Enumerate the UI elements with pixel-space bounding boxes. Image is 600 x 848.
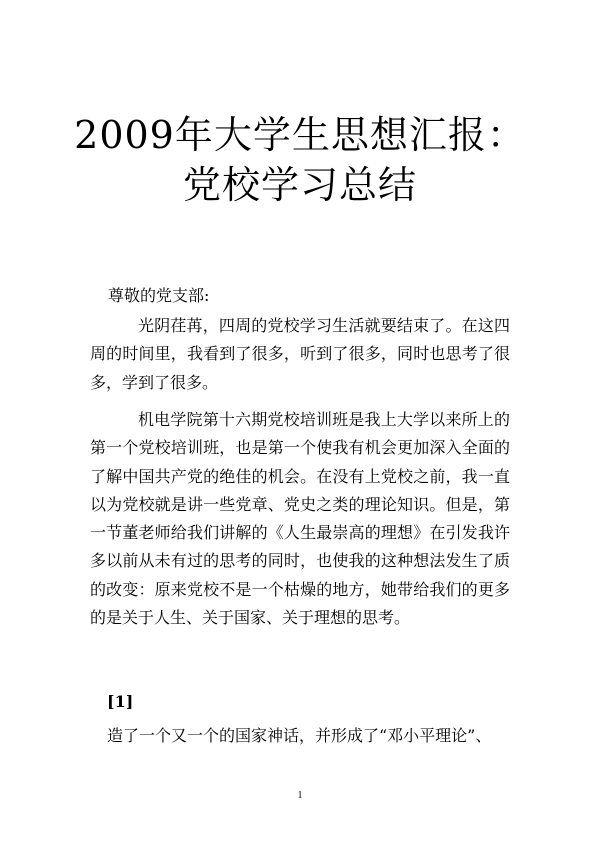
document-title-line-2: 党校学习总结 [182,163,417,207]
continuation-text: 造了一个又一个的国家神话，并形成了“邓小平理论”、 [107,726,492,745]
salutation: 尊敬的党支部: [108,286,210,305]
document-title-line-1: 2009年大学生思想汇报： [74,113,526,157]
reference-marker: [1] [107,692,134,711]
paragraph-1: 光阴荏苒，四周的党校学习生活就要结束了。在这四周的时间里，我看到了很多，听到了很多，同时也思考了很多，学到了很多。 [90,316,510,392]
page-number: 1 [297,790,303,801]
paragraph-2: 机电学院第十六期党校培训班是我上大学以来所上的第一个党校培训班，也是第一个使我有机会更加深入全面的了解中国共产党的绝佳的机会。在没有上党校之前，我一直以为党校就是讲一些党章、党史之类的理论知识。但是，第一节董老师给我们讲解的《人生最崇高的理想》在引发我许多以前从未有过的思考的同时，也使我的这种想法发生了质的改变：原来党校不是一个枯燥的地方，她带给我们的更多的是关于人生、关于国家、关于理想的思考。 [90,410,510,628]
